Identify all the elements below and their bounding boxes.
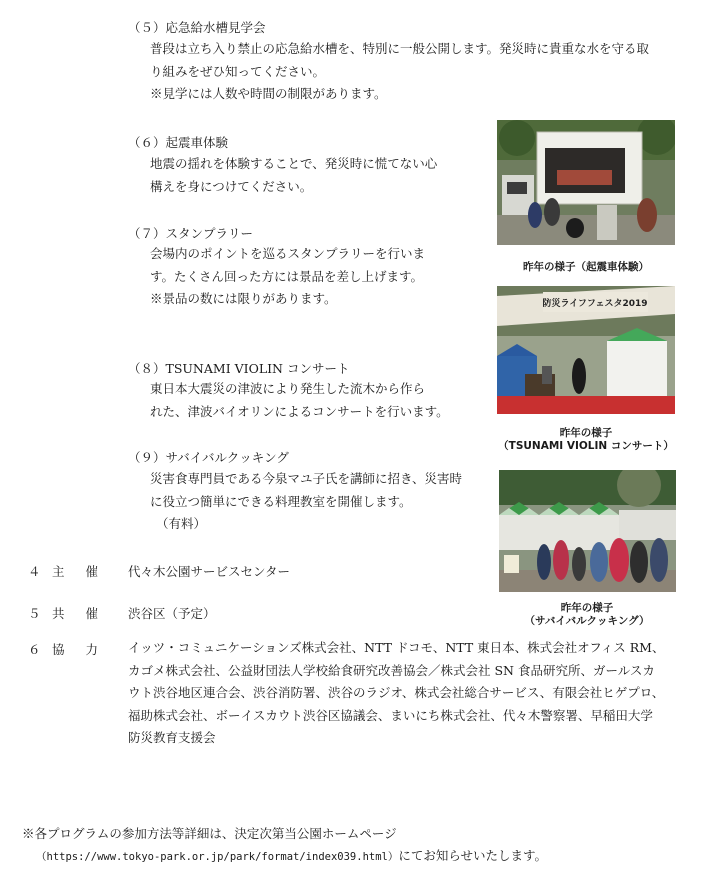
photo-caption-cooking-line-1: 昨年の様子 xyxy=(560,602,614,614)
section-5-value: 渋谷区（予定） xyxy=(128,606,216,621)
item-7-line-1: 会場内のポイントを巡るスタンプラリーを行いま xyxy=(150,246,426,261)
item-8-body xyxy=(150,378,490,423)
section-6-line-5: 防災教育支援会 xyxy=(128,730,216,745)
item-7-body xyxy=(150,243,490,311)
section-5-number: ５ xyxy=(28,606,41,621)
footer-url: （https://www.tokyo-park.or.jp/park/format/index039.html） xyxy=(36,851,399,863)
footer-line-2 xyxy=(36,846,547,864)
photo-caption-violin xyxy=(487,427,685,453)
item-9-line-2: に役立つ簡単にできる料理教室を開催します。 xyxy=(150,493,412,509)
item-8-line-1: 東日本大震災の津波により発生した流木から作ら xyxy=(150,381,426,396)
photo-caption-violin-line-1: 昨年の様子 xyxy=(559,427,613,439)
section-6-line-3: ウト渋谷地区連合会、渋谷消防署、渋谷のラジオ、株式会社総合サービス、有限会社ヒゲプロ、 xyxy=(128,685,665,700)
item-6-line-1: 地震の揺れを体験することで、発災時に慌てない心 xyxy=(150,156,438,171)
photo-earthquake-truck xyxy=(497,120,675,245)
item-5-heading: （５）応急給水槽見学会 xyxy=(128,20,266,35)
item-5-line-2: り組みをぜひ知ってください。 xyxy=(150,63,326,79)
section-6-line-2: カゴメ株式会社、公益財団法人学校給食研究改善協会／株式会社 SN 食品研究所、ガールスカ xyxy=(128,662,655,678)
photo-caption-violin-line-2: （TSUNAMI VIOLIN コンサート） xyxy=(498,440,674,452)
item-9-note: （有料） xyxy=(156,516,207,531)
section-4-value: 代々木公園サービスセンター xyxy=(128,564,291,579)
section-6-line-4: 福助株式会社、ボーイスカウト渋谷区協議会、まいにち株式会社、代々木警察署、早稲田大学 xyxy=(128,707,653,723)
item-9-line-1: 災害食専門員である今泉マユ子氏を講師に招き、災害時 xyxy=(150,471,463,486)
item-6-body xyxy=(150,153,490,198)
item-9-heading: （９）サバイバルクッキング xyxy=(128,450,289,465)
photo-caption-cooking xyxy=(492,602,682,628)
item-6-heading: （６）起震車体験 xyxy=(128,135,229,150)
section-6-line-1: イッツ・コミュニケーションズ株式会社、NTT ドコモ、NTT 東日本、株式会社オフィス RM、 xyxy=(128,640,665,655)
item-7-heading: （７）スタンプラリー xyxy=(128,226,254,241)
photo-caption-cooking-line-2: （サバイバルクッキング） xyxy=(524,615,650,627)
item-6-line-2: 構えを身につけてください。 xyxy=(150,178,313,194)
section-6-value xyxy=(128,637,698,750)
item-7-line-2: す。たくさん回った方には景品を差し上げます。 xyxy=(150,268,424,284)
item-8-heading: （８）TSUNAMI VIOLIN コンサート xyxy=(128,361,350,376)
footer-note: ※各プログラムの参加方法等詳細は、決定次第当公園ホームページ xyxy=(22,826,397,841)
item-9-body xyxy=(150,468,495,536)
footer-suffix: にてお知らせいたします。 xyxy=(398,848,548,863)
section-6-number: ６ xyxy=(28,642,41,657)
section-5-label: 共催 xyxy=(52,606,120,621)
section-6-label: 協力 xyxy=(52,642,120,657)
item-5-line-1: 普段は立ち入り禁止の応急給水槽を、特別に一般公開します。発災時に貴重な水を守る取 xyxy=(150,41,650,56)
item-5-body xyxy=(150,38,695,106)
photo-violin-concert xyxy=(497,286,675,414)
item-5-note: ※見学には人数や時間の制限があります。 xyxy=(150,86,387,101)
item-8-line-2: れた、津波バイオリンによるコンサートを行います。 xyxy=(150,403,449,419)
section-4-number: ４ xyxy=(28,564,41,579)
banner-text: 防災ライフフェスタ2019 xyxy=(542,299,648,309)
photo-survival-cooking xyxy=(499,470,676,592)
photo-caption-earthquake: 昨年の様子（起震車体験） xyxy=(523,261,649,273)
section-4-label: 主催 xyxy=(52,564,120,579)
item-7-note: ※景品の数には限りがあります。 xyxy=(150,291,337,306)
